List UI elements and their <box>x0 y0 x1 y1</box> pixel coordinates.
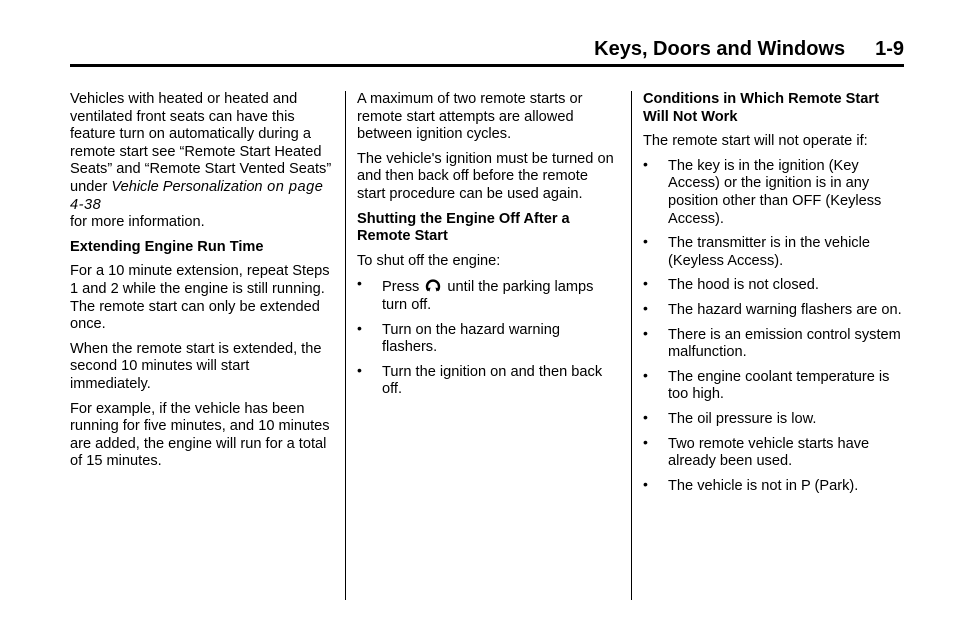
paragraph: A maximum of two remote starts or remote start attempts are allowed between ignition cycles. <box>357 91 583 143</box>
bullet: • <box>643 475 648 492</box>
item-text: There is an emission control system malfunction. <box>668 326 901 361</box>
section-heading: Conditions in Which Remote Start Will Not Work <box>643 91 879 125</box>
list-item <box>357 361 619 399</box>
bullet: • <box>643 275 648 292</box>
steps-list <box>357 277 619 399</box>
item-text: The hazard warning flashers are on. <box>668 301 902 318</box>
bullet: • <box>643 299 648 316</box>
list-item <box>643 324 905 362</box>
bullet: • <box>357 275 362 292</box>
column-divider <box>345 91 346 600</box>
list-item <box>357 277 619 314</box>
item-text: The vehicle is not in P (Park). <box>668 477 859 494</box>
bullet: • <box>643 233 648 250</box>
item-text: Turn on the hazard warning flashers. <box>382 321 560 356</box>
item-text: The hood is not closed. <box>668 277 819 294</box>
list-item <box>643 235 905 270</box>
bullet: • <box>357 319 362 336</box>
item-text: Two remote vehicle starts have already been used. <box>668 435 870 470</box>
item-text: Turn the ignition on and then back off. <box>382 363 603 398</box>
item-text: Press <box>382 279 424 296</box>
list-item <box>643 408 905 429</box>
list-item <box>643 299 905 320</box>
column-left <box>70 91 332 478</box>
list-item <box>643 366 905 404</box>
paragraph: The vehicle's ignition must be turned on and then back off before the remote start procedure can be used again. <box>357 150 614 202</box>
bullet: • <box>357 361 362 378</box>
list-item <box>643 155 905 228</box>
item-text: The transmitter is in the vehicle (Keyless Access). <box>668 235 870 269</box>
page-number: 1-9 <box>875 38 904 60</box>
bullet: • <box>643 408 648 425</box>
list-item <box>643 277 905 295</box>
paragraph-text: for more information. <box>70 214 205 231</box>
section-heading: Extending Engine Run Time <box>70 238 264 255</box>
list-item <box>643 433 905 471</box>
heated-seats-paragraph <box>70 91 332 232</box>
section-title: Keys, Doors and Windows <box>594 38 846 60</box>
column-divider <box>631 91 632 600</box>
page-reference[interactable]: on page 4-38 <box>70 178 324 213</box>
bullet: • <box>643 324 648 341</box>
paragraph: For a 10 minute extension, repeat Steps 1 and 2 while the engine is still running. The remote start can only be extended once. <box>70 263 330 333</box>
header-rule <box>70 64 904 67</box>
header-title <box>594 38 904 61</box>
column-right <box>643 91 905 502</box>
column-middle <box>357 91 619 406</box>
paragraph-text: Vehicles with heated or heated and ventilated front seats can have this feature turn on automatically during a remote start see “Remote Start Heated Seats” and “Remote Start Vented Seats” under <box>70 91 332 195</box>
bullet: • <box>643 433 648 450</box>
paragraph: To shut off the engine: <box>357 252 501 269</box>
xref-title[interactable]: Vehicle Personalization <box>111 178 263 195</box>
page-header <box>70 36 904 64</box>
list-item <box>643 475 905 496</box>
remote-start-icon <box>424 277 442 295</box>
item-text: until the parking lamps turn off. <box>382 279 594 313</box>
item-text: The oil pressure is low. <box>668 410 817 427</box>
bullet: • <box>643 155 648 172</box>
paragraph: For example, if the vehicle has been running for five minutes, and 10 minutes are added, the engine will run for a total of 15 minutes. <box>70 400 330 470</box>
item-text: The engine coolant temperature is too high. <box>668 368 890 403</box>
paragraph: The remote start will not operate if: <box>643 133 868 150</box>
item-text: The key is in the ignition (Key Access) or the ignition is in any position other than OFF (Keyless Access). <box>668 157 882 227</box>
section-heading: Shutting the Engine Off After a Remote Start <box>357 210 570 245</box>
paragraph: When the remote start is extended, the second 10 minutes will start immediately. <box>70 340 322 392</box>
conditions-list <box>643 155 905 496</box>
bullet: • <box>643 366 648 383</box>
list-item <box>357 319 619 357</box>
